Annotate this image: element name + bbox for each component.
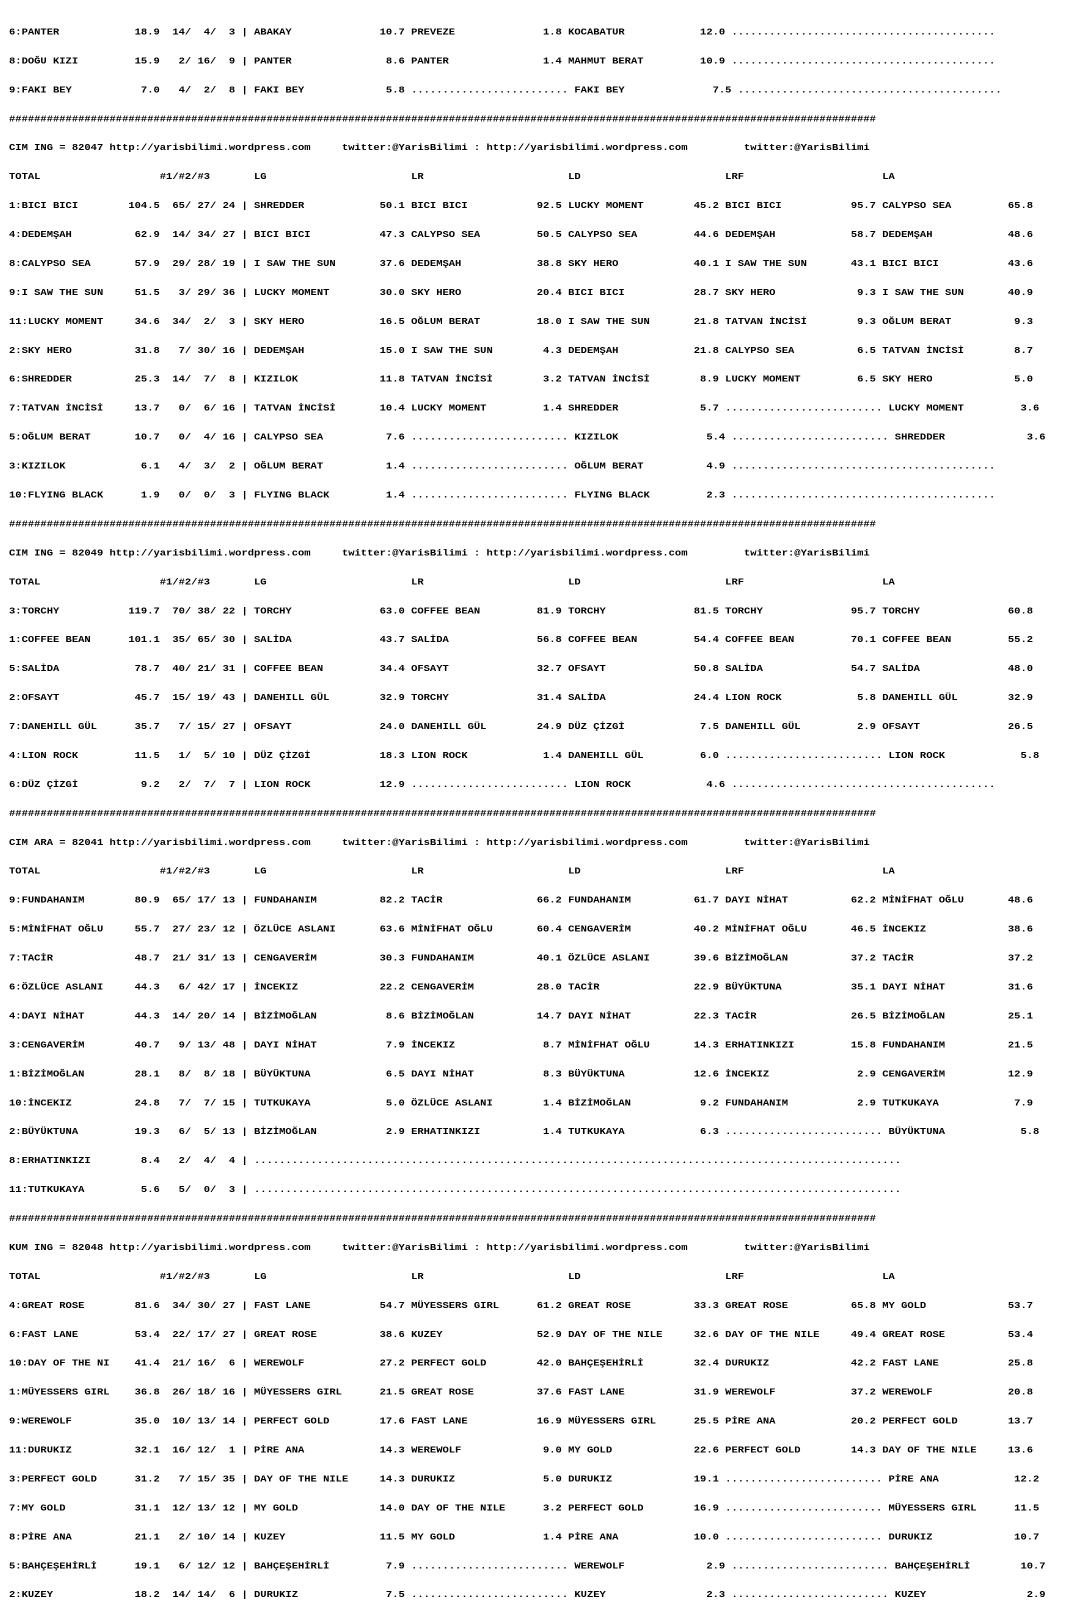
result-row: 6:ÖZLÜCE ASLANI 44.3 6/ 42/ 17 | İNCEKIZ 22.2 CENGAVERİM 28.0 TACİR 22.9 BÜYÜKTUNA 35.1 DAYI NİHAT 31.6 — [9, 982, 1034, 993]
result-row: 5:BAHÇEŞEHİRLİ 19.1 6/ 12/ 12 | BAHÇEŞEHİRLİ 7.9 ......................... WEREWOLF 2.9 ......................... BAHÇEŞEHİRLİ 10.7 — [9, 1561, 1046, 1572]
result-row: 1:BİZİMOĞLAN 28.1 8/ 8/ 18 | BÜYÜKTUNA 6.5 DAYI NİHAT 8.3 BÜYÜKTUNA 12.6 İNCEKIZ 2.9 CENGAVERİM 12.9 — [9, 1069, 1034, 1080]
result-row: 7:TACİR 48.7 21/ 31/ 13 | CENGAVERİM 30.3 FUNDAHANIM 40.1 ÖZLÜCE ASLANI 39.6 BİZİMOĞLAN 37.2 TACİR 37.2 — [9, 953, 1034, 965]
result-row: 8:ERHATINKIZI 8.4 2/ 4/ 4 | ....................................................................................................... — [9, 1156, 902, 1167]
result-row: 3:PERFECT GOLD 31.2 7/ 15/ 35 | DAY OF THE NILE 14.3 DURUKIZ 5.0 DURUKIZ 19.1 ......................... PİRE ANA 12.2 — [9, 1474, 1040, 1485]
result-row: 2:SKY HERO 31.8 7/ 30/ 16 | DEDEMŞAH 15.0 I SAW THE SUN 4.3 DEDEMŞAH 21.8 CALYPSO SEA 6.5 TATVAN İNCİSİ 8.7 — [9, 345, 1034, 357]
race-header: CIM ARA = 82041 http://yarisbilimi.wordpress.com twitter:@YarisBilimi : http://yarisbilimi.wordpress.com twitter:@YarisBilimi — [9, 837, 870, 849]
result-row: 10:İNCEKIZ 24.8 7/ 7/ 15 | TUTKUKAYA 5.0 ÖZLÜCE ASLANI 1.4 BİZİMOĞLAN 9.2 FUNDAHANIM 2.9 TUTKUKAYA 7.9 — [9, 1098, 1034, 1109]
result-row: 9:WEREWOLF 35.0 10/ 13/ 14 | PERFECT GOLD 17.6 FAST LANE 16.9 MÜYESSERS GIRL 25.5 PİRE ANA 20.2 PERFECT GOLD 13.7 — [9, 1416, 1034, 1428]
result-row: 4:GREAT ROSE 81.6 34/ 30/ 27 | FAST LANE 54.7 MÜYESSERS GIRL 61.2 GREAT ROSE 33.3 GREAT ROSE 65.8 MY GOLD 53.7 — [9, 1300, 1034, 1312]
result-row: 3:TORCHY 119.7 70/ 38/ 22 | TORCHY 63.0 COFFEE BEAN 81.9 TORCHY 81.5 TORCHY 95.7 TORCHY 60.8 — [9, 606, 1034, 617]
result-row: 8:PİRE ANA 21.1 2/ 10/ 14 | KUZEY 11.5 MY GOLD 1.4 PİRE ANA 10.0 ......................... DURUKIZ 10.7 — [9, 1532, 1040, 1543]
result-row: 2:OFSAYT 45.7 15/ 19/ 43 | DANEHILL GÜL 32.9 TORCHY 31.4 SALİDA 24.4 LION ROCK 5.8 DANEHILL GÜL 32.9 — [9, 693, 1034, 704]
result-row: 10:DAY OF THE NI 41.4 21/ 16/ 6 | WEREWOLF 27.2 PERFECT GOLD 42.0 BAHÇEŞEHİRLİ 32.4 DURUKIZ 42.2 FAST LANE 25.8 — [9, 1358, 1034, 1370]
result-row: 1:MÜYESSERS GIRL 36.8 26/ 18/ 16 | MÜYESSERS GIRL 21.5 GREAT ROSE 37.6 FAST LANE 31.9 WEREWOLF 37.2 WEREWOLF 20.8 — [9, 1387, 1034, 1399]
column-headers: TOTAL #1/#2/#3 LG LR LD LRF LA — [9, 1271, 895, 1283]
column-headers: TOTAL #1/#2/#3 LG LR LD LRF LA — [9, 866, 895, 878]
separator-line: ########################################################################################################################################## — [9, 808, 876, 820]
result-row: 11:TUTKUKAYA 5.6 5/ 0/ 3 | ....................................................................................................... — [9, 1185, 902, 1196]
result-row: 7:DANEHILL GÜL 35.7 7/ 15/ 27 | OFSAYT 24.0 DANEHILL GÜL 24.9 DÜZ ÇİZGİ 7.5 DANEHILL GÜL 2.9 OFSAYT 26.5 — [9, 722, 1034, 733]
race-results-printout — [9, 9, 1071, 1610]
result-row: 11:DURUKIZ 32.1 16/ 12/ 1 | PİRE ANA 14.3 WEREWOLF 9.0 MY GOLD 22.6 PERFECT GOLD 14.3 DAY OF THE NILE 13.6 — [9, 1445, 1034, 1457]
race-header: CIM ING = 82047 http://yarisbilimi.wordpress.com twitter:@YarisBilimi : http://yarisbilimi.wordpress.com twitter:@YarisBilimi — [9, 143, 870, 154]
result-row: 11:LUCKY MOMENT 34.6 34/ 2/ 3 | SKY HERO 16.5 OĞLUM BERAT 18.0 I SAW THE SUN 21.8 TATVAN İNCİSİ 9.3 OĞLUM BERAT 9.3 — [9, 316, 1034, 328]
result-row: 7:MY GOLD 31.1 12/ 13/ 12 | MY GOLD 14.0 DAY OF THE NILE 3.2 PERFECT GOLD 16.9 ......................... MÜYESSERS GIRL 11.5 — [9, 1503, 1040, 1514]
result-row: 8:CALYPSO SEA 57.9 29/ 28/ 19 | I SAW THE SUN 37.6 DEDEMŞAH 38.8 SKY HERO 40.1 I SAW THE SUN 43.1 BICI BICI 43.6 — [9, 258, 1034, 270]
result-row: 2:KUZEY 18.2 14/ 14/ 6 | DURUKIZ 7.5 ......................... KUZEY 2.3 ......................... KUZEY 2.9 — [9, 1590, 1046, 1601]
result-row: 5:OĞLUM BERAT 10.7 0/ 4/ 16 | CALYPSO SEA 7.6 ......................... KIZILOK 5.4 ......................... SHREDDER 3.6 — [9, 432, 1046, 444]
column-headers: TOTAL #1/#2/#3 LG LR LD LRF LA — [9, 577, 895, 588]
result-row: 4:LION ROCK 11.5 1/ 5/ 10 | DÜZ ÇİZGİ 18.3 LION ROCK 1.4 DANEHILL GÜL 6.0 ......................... LION ROCK 5.8 — [9, 750, 1040, 762]
result-row: 6:PANTER 18.9 14/ 4/ 3 | ABAKAY 10.7 PREVEZE 1.8 KOCABATUR 12.0 .......................................... — [9, 27, 996, 38]
column-headers: TOTAL #1/#2/#3 LG LR LD LRF LA — [9, 172, 895, 183]
result-row: 8:DOĞU KIZI 15.9 2/ 16/ 9 | PANTER 8.6 PANTER 1.4 MAHMUT BERAT 10.9 .......................................... — [9, 56, 996, 67]
result-row: 5:MİNİFHAT OĞLU 55.7 27/ 23/ 12 | ÖZLÜCE ASLANI 63.6 MİNİFHAT OĞLU 60.4 CENGAVERİM 40.2 MİNİFHAT OĞLU 46.5 İNCEKIZ 38.6 — [9, 924, 1034, 936]
result-row: 5:SALİDA 78.7 40/ 21/ 31 | COFFEE BEAN 34.4 OFSAYT 32.7 OFSAYT 50.8 SALİDA 54.7 SALİDA 48.0 — [9, 664, 1034, 675]
result-row: 6:SHREDDER 25.3 14/ 7/ 8 | KIZILOK 11.8 TATVAN İNCİSİ 3.2 TATVAN İNCİSİ 8.9 LUCKY MOMENT 6.5 SKY HERO 5.0 — [9, 374, 1034, 386]
result-row: 3:CENGAVERİM 40.7 9/ 13/ 48 | DAYI NİHAT 7.9 İNCEKIZ 8.7 MİNİFHAT OĞLU 14.3 ERHATINKIZI 15.8 FUNDAHANIM 21.5 — [9, 1040, 1034, 1051]
separator-line: ########################################################################################################################################## — [9, 114, 876, 125]
race-header: CIM ING = 82049 http://yarisbilimi.wordpress.com twitter:@YarisBilimi : http://yarisbilimi.wordpress.com twitter:@YarisBilimi — [9, 548, 870, 559]
result-row: 2:BÜYÜKTUNA 19.3 6/ 5/ 13 | BİZİMOĞLAN 2.9 ERHATINKIZI 1.4 TUTKUKAYA 6.3 ......................... BÜYÜKTUNA 5.8 — [9, 1127, 1040, 1138]
race-header: KUM ING = 82048 http://yarisbilimi.wordpress.com twitter:@YarisBilimi : http://yarisbilimi.wordpress.com twitter:@YarisBilimi — [9, 1242, 870, 1254]
result-row: 1:COFFEE BEAN 101.1 35/ 65/ 30 | SALİDA 43.7 SALİDA 56.8 COFFEE BEAN 54.4 COFFEE BEAN 70.1 COFFEE BEAN 55.2 — [9, 635, 1034, 646]
separator-line: ########################################################################################################################################## — [9, 519, 876, 530]
separator-line: ########################################################################################################################################## — [9, 1213, 876, 1225]
result-row: 9:FAKI BEY 7.0 4/ 2/ 8 | FAKI BEY 5.8 ......................... FAKI BEY 7.5 .......................................... — [9, 85, 1002, 96]
result-row: 1:BICI BICI 104.5 65/ 27/ 24 | SHREDDER 50.1 BICI BICI 92.5 LUCKY MOMENT 45.2 BICI BICI 95.7 CALYPSO SEA 65.8 — [9, 201, 1034, 212]
result-row: 4:DAYI NİHAT 44.3 14/ 20/ 14 | BİZİMOĞLAN 8.6 BİZİMOĞLAN 14.7 DAYI NİHAT 22.3 TACİR 26.5 BİZİMOĞLAN 25.1 — [9, 1011, 1034, 1022]
result-row: 9:I SAW THE SUN 51.5 3/ 29/ 36 | LUCKY MOMENT 30.0 SKY HERO 20.4 BICI BICI 28.7 SKY HERO 9.3 I SAW THE SUN 40.9 — [9, 287, 1034, 299]
result-row: 9:FUNDAHANIM 80.9 65/ 17/ 13 | FUNDAHANIM 82.2 TACİR 66.2 FUNDAHANIM 61.7 DAYI NİHAT 62.2 MİNİFHAT OĞLU 48.6 — [9, 895, 1034, 907]
result-row: 4:DEDEMŞAH 62.9 14/ 34/ 27 | BICI BICI 47.3 CALYPSO SEA 50.5 CALYPSO SEA 44.6 DEDEMŞAH 58.7 DEDEMŞAH 48.6 — [9, 230, 1034, 241]
result-row: 6:DÜZ ÇİZGİ 9.2 2/ 7/ 7 | LION ROCK 12.9 ......................... LION ROCK 4.6 .......................................... — [9, 779, 996, 791]
result-row: 7:TATVAN İNCİSİ 13.7 0/ 6/ 16 | TATVAN İNCİSİ 10.4 LUCKY MOMENT 1.4 SHREDDER 5.7 ......................... LUCKY MOMENT 3.6 — [9, 403, 1040, 415]
result-row: 3:KIZILOK 6.1 4/ 3/ 2 | OĞLUM BERAT 1.4 ......................... OĞLUM BERAT 4.9 .......................................... — [9, 461, 996, 473]
result-row: 10:FLYING BLACK 1.9 0/ 0/ 3 | FLYING BLACK 1.4 ......................... FLYING BLACK 2.3 .......................................... — [9, 490, 996, 501]
result-row: 6:FAST LANE 53.4 22/ 17/ 27 | GREAT ROSE 38.6 KUZEY 52.9 DAY OF THE NILE 32.6 DAY OF THE NILE 49.4 GREAT ROSE 53.4 — [9, 1329, 1034, 1341]
